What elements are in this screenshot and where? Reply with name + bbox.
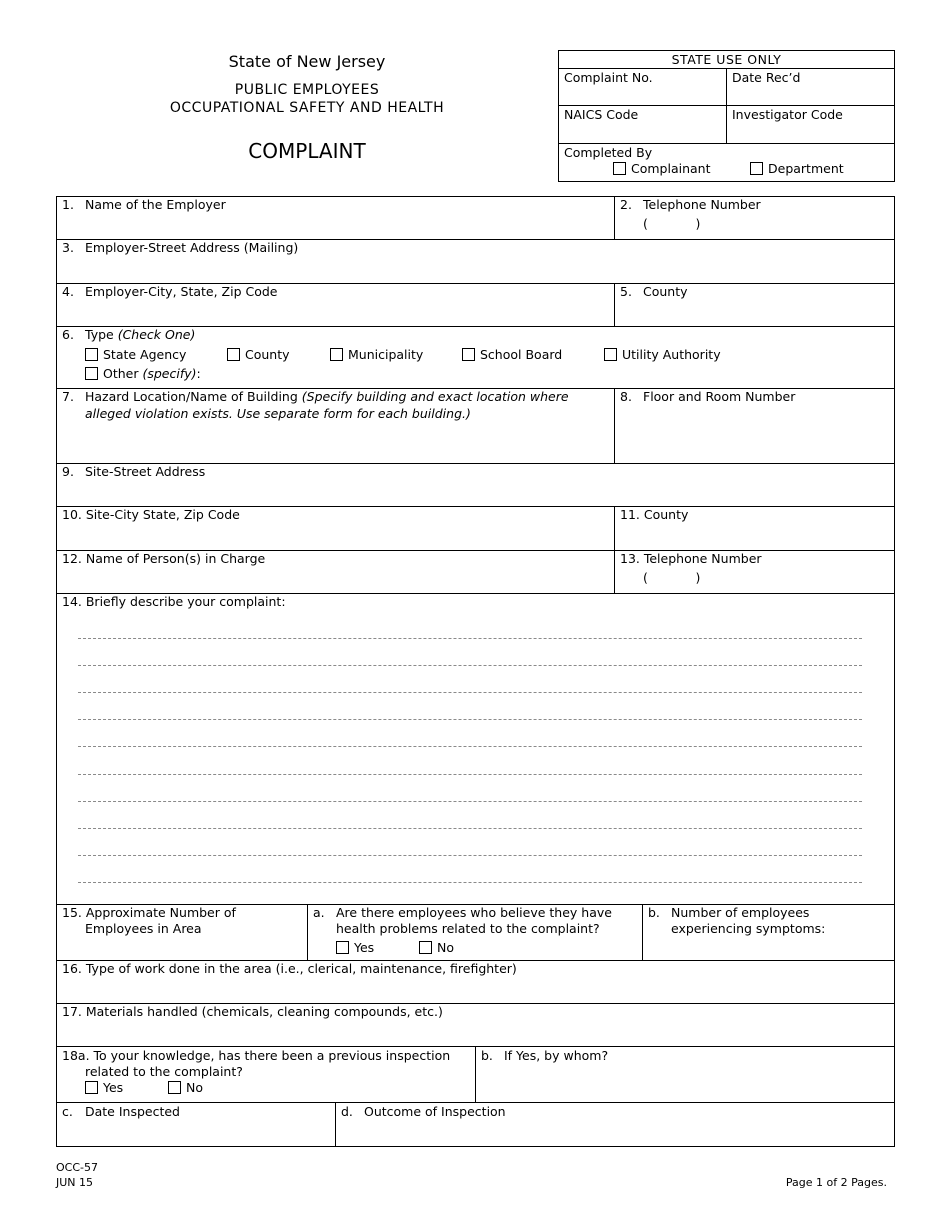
inspected-by-field[interactable]: b. If Yes, by whom? [481, 1048, 609, 1063]
date-received-field[interactable]: Date Rec’d [732, 70, 801, 85]
checkbox-icon [462, 348, 475, 361]
site-county-field[interactable]: 11. County [620, 507, 689, 522]
writing-line [78, 692, 862, 693]
employer-name-field[interactable]: 1. Name of the Employer [62, 197, 226, 212]
type-utility-authority-checkbox[interactable]: Utility Authority [604, 347, 721, 363]
symptoms-count-label: experiencing symptoms: [671, 921, 826, 936]
previous-inspection-question: 18a. To your knowledge, has there been a previous inspection [62, 1048, 451, 1063]
hazard-location-note: alleged violation exists. Use separate form for each building.) [85, 406, 471, 421]
employer-street-address-field[interactable]: 3. Employer-Street Address (Mailing) [62, 240, 299, 255]
checkbox-icon [336, 941, 349, 954]
state-use-title: STATE USE ONLY [671, 52, 782, 67]
form-title: COMPLAINT [248, 139, 366, 163]
writing-line [78, 801, 862, 802]
writing-line [78, 774, 862, 775]
writing-line [78, 855, 862, 856]
health-problems-question-cont: health problems related to the complaint? [336, 921, 600, 936]
checkbox-icon [330, 348, 343, 361]
complaint-description-label: 14. Briefly describe your complaint: [62, 594, 286, 609]
previous-inspection-question-cont: related to the complaint? [85, 1064, 243, 1079]
site-street-address-field[interactable]: 9. Site-Street Address [62, 464, 206, 479]
employer-city-state-zip-field[interactable]: 4. Employer-City, State, Zip Code [62, 284, 278, 299]
hazard-location-field[interactable]: 7. Hazard Location/Name of Building (Specify building and exact location where [62, 389, 569, 404]
checkbox-icon [85, 1081, 98, 1094]
checkbox-icon [613, 162, 626, 175]
telephone-area-code: ( ) [643, 570, 701, 585]
writing-line [78, 882, 862, 883]
investigator-code-field[interactable]: Investigator Code [732, 107, 843, 122]
employer-telephone-field[interactable]: 2. Telephone Number [620, 197, 761, 212]
employer-county-field[interactable]: 5. County [620, 284, 688, 299]
floor-room-number-field[interactable]: 8. Floor and Room Number [620, 389, 796, 404]
department-checkbox[interactable]: Department [750, 161, 844, 177]
checkbox-icon [85, 367, 98, 380]
agency-line-1: PUBLIC EMPLOYEES [234, 82, 380, 98]
state-title: State of New Jersey [228, 52, 386, 71]
complaint-no-field[interactable]: Complaint No. [564, 70, 653, 85]
writing-line [78, 828, 862, 829]
writing-line [78, 665, 862, 666]
checkbox-icon [604, 348, 617, 361]
complainant-checkbox[interactable]: Complainant [613, 161, 711, 177]
telephone-area-code: ( ) [643, 216, 701, 231]
inspection-outcome-field[interactable]: d. Outcome of Inspection [341, 1104, 506, 1119]
health-problems-no-checkbox[interactable]: No [419, 940, 454, 956]
previous-inspection-yes-checkbox[interactable]: Yes [85, 1080, 123, 1096]
person-in-charge-field[interactable]: 12. Name of Person(s) in Charge [62, 551, 266, 566]
writing-line [78, 719, 862, 720]
type-of-work-field[interactable]: 16. Type of work done in the area (i.e., clerical, maintenance, firefighter) [62, 961, 517, 976]
checkbox-icon [750, 162, 763, 175]
checkbox-icon [227, 348, 240, 361]
checkbox-icon [168, 1081, 181, 1094]
health-problems-yes-checkbox[interactable]: Yes [336, 940, 374, 956]
person-telephone-field[interactable]: 13. Telephone Number [620, 551, 762, 566]
form-revision: JUN 15 [56, 1176, 94, 1189]
date-inspected-field[interactable]: c. Date Inspected [62, 1104, 180, 1119]
completed-by-label: Completed By [564, 145, 653, 160]
form-code: OCC-57 [56, 1161, 98, 1174]
type-other-checkbox[interactable]: Other (specify): [85, 366, 201, 382]
previous-inspection-no-checkbox[interactable]: No [168, 1080, 203, 1096]
health-problems-question: a. Are there employees who believe they have [313, 905, 612, 920]
type-state-agency-checkbox[interactable]: State Agency [85, 347, 186, 363]
writing-line [78, 746, 862, 747]
checkbox-icon [85, 348, 98, 361]
employee-count-label: Employees in Area [85, 921, 202, 936]
symptoms-count-field[interactable]: b. Number of employees [648, 905, 810, 920]
type-municipality-checkbox[interactable]: Municipality [330, 347, 423, 363]
naics-code-field[interactable]: NAICS Code [564, 107, 639, 122]
site-city-state-zip-field[interactable]: 10. Site-City State, Zip Code [62, 507, 240, 522]
type-school-board-checkbox[interactable]: School Board [462, 347, 562, 363]
checkbox-icon [419, 941, 432, 954]
writing-line [78, 638, 862, 639]
type-county-checkbox[interactable]: County [227, 347, 290, 363]
type-label: 6. Type (Check One) [62, 327, 196, 342]
agency-line-2: OCCUPATIONAL SAFETY AND HEALTH [169, 100, 445, 116]
materials-handled-field[interactable]: 17. Materials handled (chemicals, cleaning compounds, etc.) [62, 1004, 443, 1019]
page-number: Page 1 of 2 Pages. [785, 1176, 887, 1189]
employee-count-field[interactable]: 15. Approximate Number of [62, 905, 236, 920]
